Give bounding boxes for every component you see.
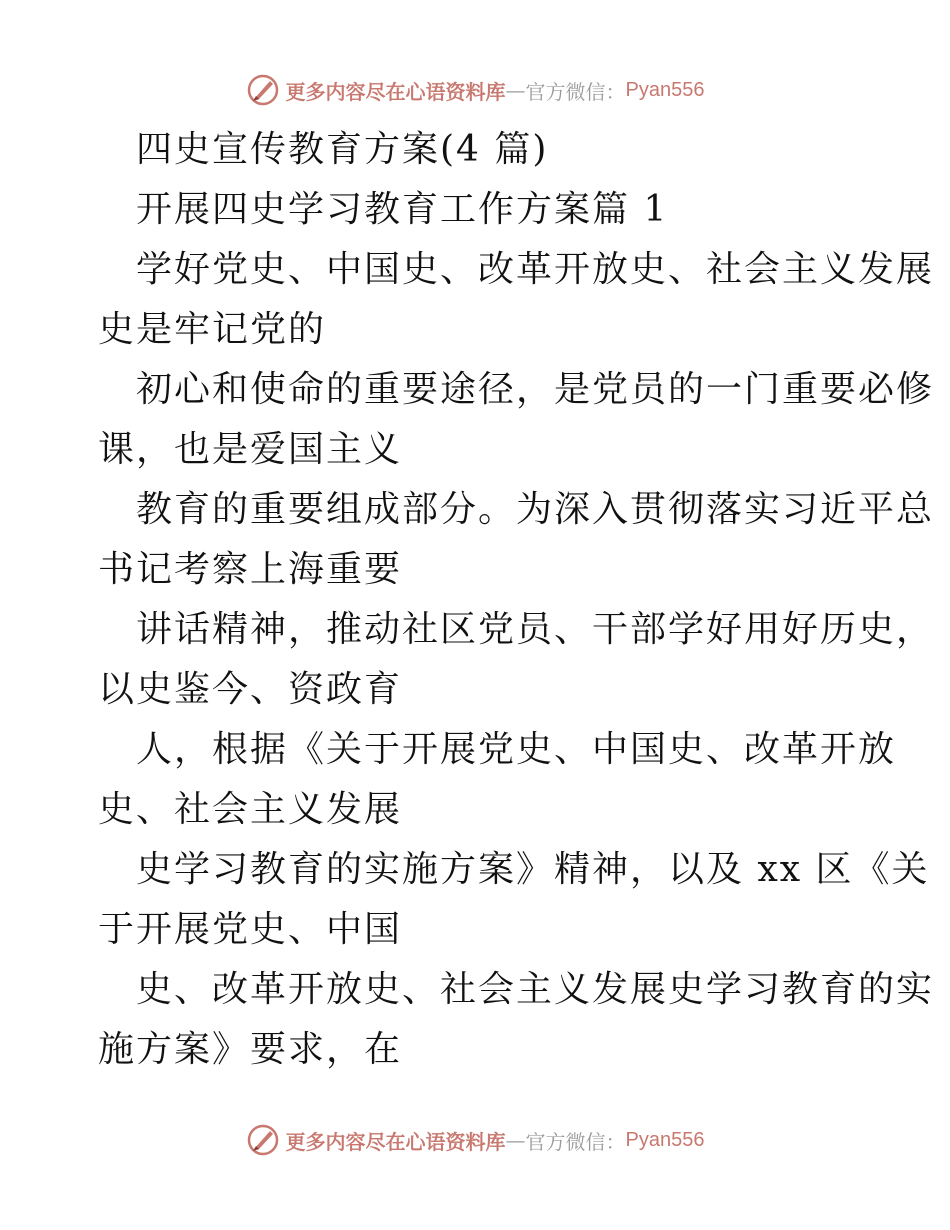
wechat-id: Pyan556 xyxy=(625,78,705,101)
footer-watermark-banner xyxy=(0,1120,950,1160)
quill-pen-logo-icon xyxy=(246,73,280,107)
watermark-text: 更多内容尽在心语资料库 xyxy=(285,79,506,104)
paragraph-line: 讲话精神，推动社区党员、干部学好用好历史， xyxy=(136,609,935,650)
watermark-text: 更多内容尽在心语资料库 xyxy=(285,1129,506,1154)
paragraph-line: 教育的重要组成部分。为深入贯彻落实习近平总 xyxy=(136,489,935,530)
paragraph-line: 施方案》要求，在 xyxy=(98,1029,403,1070)
paragraph-line: 人，根据《关于开展党史、中国史、改革开放 xyxy=(136,729,897,770)
paragraph-line: 学好党史、中国史、改革开放史、社会主义发展 xyxy=(136,249,935,290)
document-title: 四史宣传教育方案(4 篇) xyxy=(136,129,549,170)
paragraph-line: 以史鉴今、资政育 xyxy=(98,669,403,710)
watermark-dash: — xyxy=(505,1128,526,1152)
wechat-id: Pyan556 xyxy=(625,1128,705,1151)
wechat-label: 官方微信： xyxy=(525,1129,626,1154)
section-heading: 开展四史学习教育工作方案篇 1 xyxy=(136,189,669,230)
paragraph-line: 书记考察上海重要 xyxy=(98,549,403,590)
paragraph-line: 初心和使命的重要途径，是党员的一门重要必修 xyxy=(136,369,935,410)
quill-pen-logo-icon xyxy=(246,1123,280,1157)
paragraph-line: 史是牢记党的 xyxy=(98,309,327,350)
document-body xyxy=(98,120,935,1080)
paragraph-line: 史、社会主义发展 xyxy=(98,789,403,830)
paragraph-line: 课，也是爱国主义 xyxy=(98,429,403,470)
watermark-dash: — xyxy=(505,78,526,102)
paragraph-line: 史学习教育的实施方案》精神，以及 xx 区《关 xyxy=(136,849,930,890)
paragraph-line: 史、改革开放史、社会主义发展史学习教育的实 xyxy=(136,969,935,1010)
wechat-label: 官方微信： xyxy=(525,79,626,104)
paragraph-line: 于开展党史、中国 xyxy=(98,909,403,950)
header-watermark-banner xyxy=(0,70,950,110)
